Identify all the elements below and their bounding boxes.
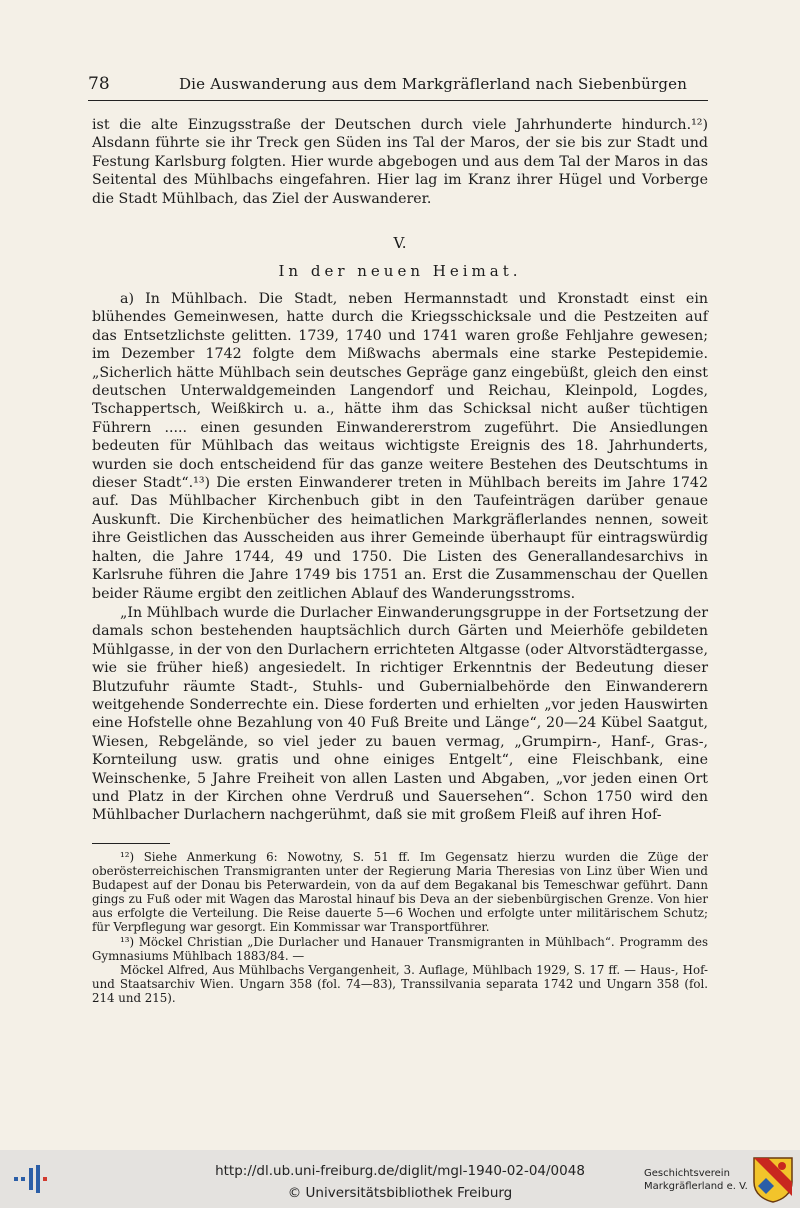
header-rule [88,100,708,101]
paragraph-text: a) In Mühlbach. Die Stadt, neben Hermannstadt und Kronstadt einst ein blühendes Gemeinwesen, hatte durch die Kriegsschicksale und die Pestzeiten auf das Entsetzlichste gelitten. 1739, 1740 und 1741 waren große Fehljahre gewesen; im Dezember 1742 folgte dem Mißwachs abermals eine starke Pestepidemie. „Sicherlich hätte Mühlbach sein deutsches Gepräge ganz eingebüßt, gleich den einst deutschen Unterwaldgemeinden Langendorf und Reichau, Kleinpold, Logdes, Tschappertsch, Weißkirch u. a., hätte ihm das Schicksal nicht außer tüchtigen Führern ..... einen gesunden Einwandererstrom zugeführt. Die Ansiedlungen bedeuten für Mühlbach das weitaus wichtigste Ereignis des 18. Jahrhunderts, wurden sie doch entscheidend für das ganze weitere Bestehen des Deutschtums in dieser Stadt“.¹³) Die ersten Einwanderer treten in Mühlbach bereits im Jahre 1742 auf. Das Mühlbacher Kirchenbuch gibt in den Taufeinträgen darüber genaue Auskunft. Die Kirchenbücher des heimatlichen Markgräflerlandes nennen, soweit ihre Geistlichen das Ausscheiden aus ihrer Gemeinde überhaupt für eintragswürdig halten, die Jahre 1744, 49 und 1750. Die Listen des Generallandesarchivs in Karlsruhe führen die Jahre 1749 bis 1751 an. Erst die Zusammenschau der Quellen beider Räume ergibt den zeitlichen Ablauf des Wanderungsstroms. [92,291,708,602]
running-header [88,74,708,96]
footnote-rule [92,843,170,844]
viewer-footer [0,1150,800,1208]
paragraph-text: ist die alte Einzugsstraße der Deutschen durch viele Jahrhunderte hindurch.¹²) Alsdann führte sie ihr Treck gen Süden ins Tal der Maros, der sie bis zur Stadt und Festung Karlsburg folgten. Hier wurde abgebogen und aus dem Tal der Maros in das Seitental des Mühlbachs eingefahren. Hier lag im Kranz ihrer Hügel und Vorberge die Stadt Mühlbach, das Ziel der Auswanderer. [92,117,708,207]
society-name-line1: Geschichtsverein [644,1168,730,1179]
society-name [644,1167,754,1193]
copyright-notice: © Universitätsbibliothek Freiburg [287,1185,513,1201]
footnote-13-continued: Möckel Alfred, Aus Mühlbachs Vergangenheit, 3. Auflage, Mühlbach 1929, S. 17 ff. — Haus-, Hof- und Staatsarchiv Wien. Ungarn 358 (fol. 74—83), Transsilvania separata 1742 und Ungarn 358 (fol. 214 und 215). [92,962,708,1005]
footnote-12: ¹²) Siehe Anmerkung 6: Nowotny, S. 51 ff. Im Gegensatz hierzu wurden die Züge der oberösterreichischen Transmigranten unter der Regierung Maria Theresias von Linz über Wien und Budapest auf der Donau bis Peterwardein, von da auf dem Begakanal bis Temeschwar geführt. Dann gings zu Fuß oder mit Wagen das Marostal hinauf bis Deva an der siebenbürgischen Grenze. Von hier aus erfolgte die Verteilung. Die Reise dauerte 5—6 Wochen und erfolgte unter militärischem Schutz; für Verpflegung war gesorgt. Ein Kommissar war Transportführer. [92,850,708,935]
paragraph-intro [92,116,708,208]
permalink-url[interactable]: http://dl.ub.uni-freiburg.de/diglit/mgl-1940-02-04/0048 [215,1163,585,1179]
paragraph-text: „In Mühlbach wurde die Durlacher Einwanderungsgruppe in der Fortsetzung der damals schon bestehenden hauptsächlich durch Gärten und Meierhöfe gebildeten Mühlgasse, in der von den Durlachern errichteten Altgasse (oder Altvorstädtergasse, wie sie früher hieß) angesiedelt. In richtiger Erkenntnis der Bedeutung dieser Blutzufuhr räumte Stadt-, Stuhls- und Gubernialbehörde den Einwanderern weitgehende Sonderrechte ein. Diese forderten und erhielten „vor jeden Hauswirten eine Hofstelle ohne Bezahlung von 40 Fuß Breite und Länge“, 20—24 Kübel Saatgut, Wiesen, Rebgelände, so viel jeder zu bauen vermag, „Grumpirn-, Hanf-, Gras-, Kornteilung usw. gratis und ohne einiges Entgelt“, eine Fleischbank, eine Weinschenke, 5 Jahre Freiheit von allen Lasten und Abgaben, „vor jeden einen Ort und Platz in der Kirchen ohne Verdruß und Sauersehen“. Schon 1750 wird den Mühlbacher Durlachern nachgerühmt, daß sie mit großem Fleiß auf ihren Hof- [92,605,708,824]
paragraph-durlacher [92,604,708,825]
society-crest-icon[interactable] [752,1156,794,1204]
footnotes [92,850,708,1005]
footnote-13: ¹³) Möckel Christian „Die Durlacher und Hanauer Transmigranten in Mühlbach“. Programm des Gymnasiums Mühlbach 1883/84. — [92,934,708,963]
section-title: In der neuen Heimat. [278,262,522,280]
ub-freiburg-logo-icon[interactable] [12,1162,52,1196]
society-name-line2: Markgräflerland e. V. [644,1181,748,1192]
running-title: Die Auswanderung aus dem Markgräflerland nach Siebenbürgen [178,75,688,93]
paragraph-muehlbach [92,290,708,603]
section-number: V. [393,234,407,252]
page-number: 78 [88,74,110,94]
